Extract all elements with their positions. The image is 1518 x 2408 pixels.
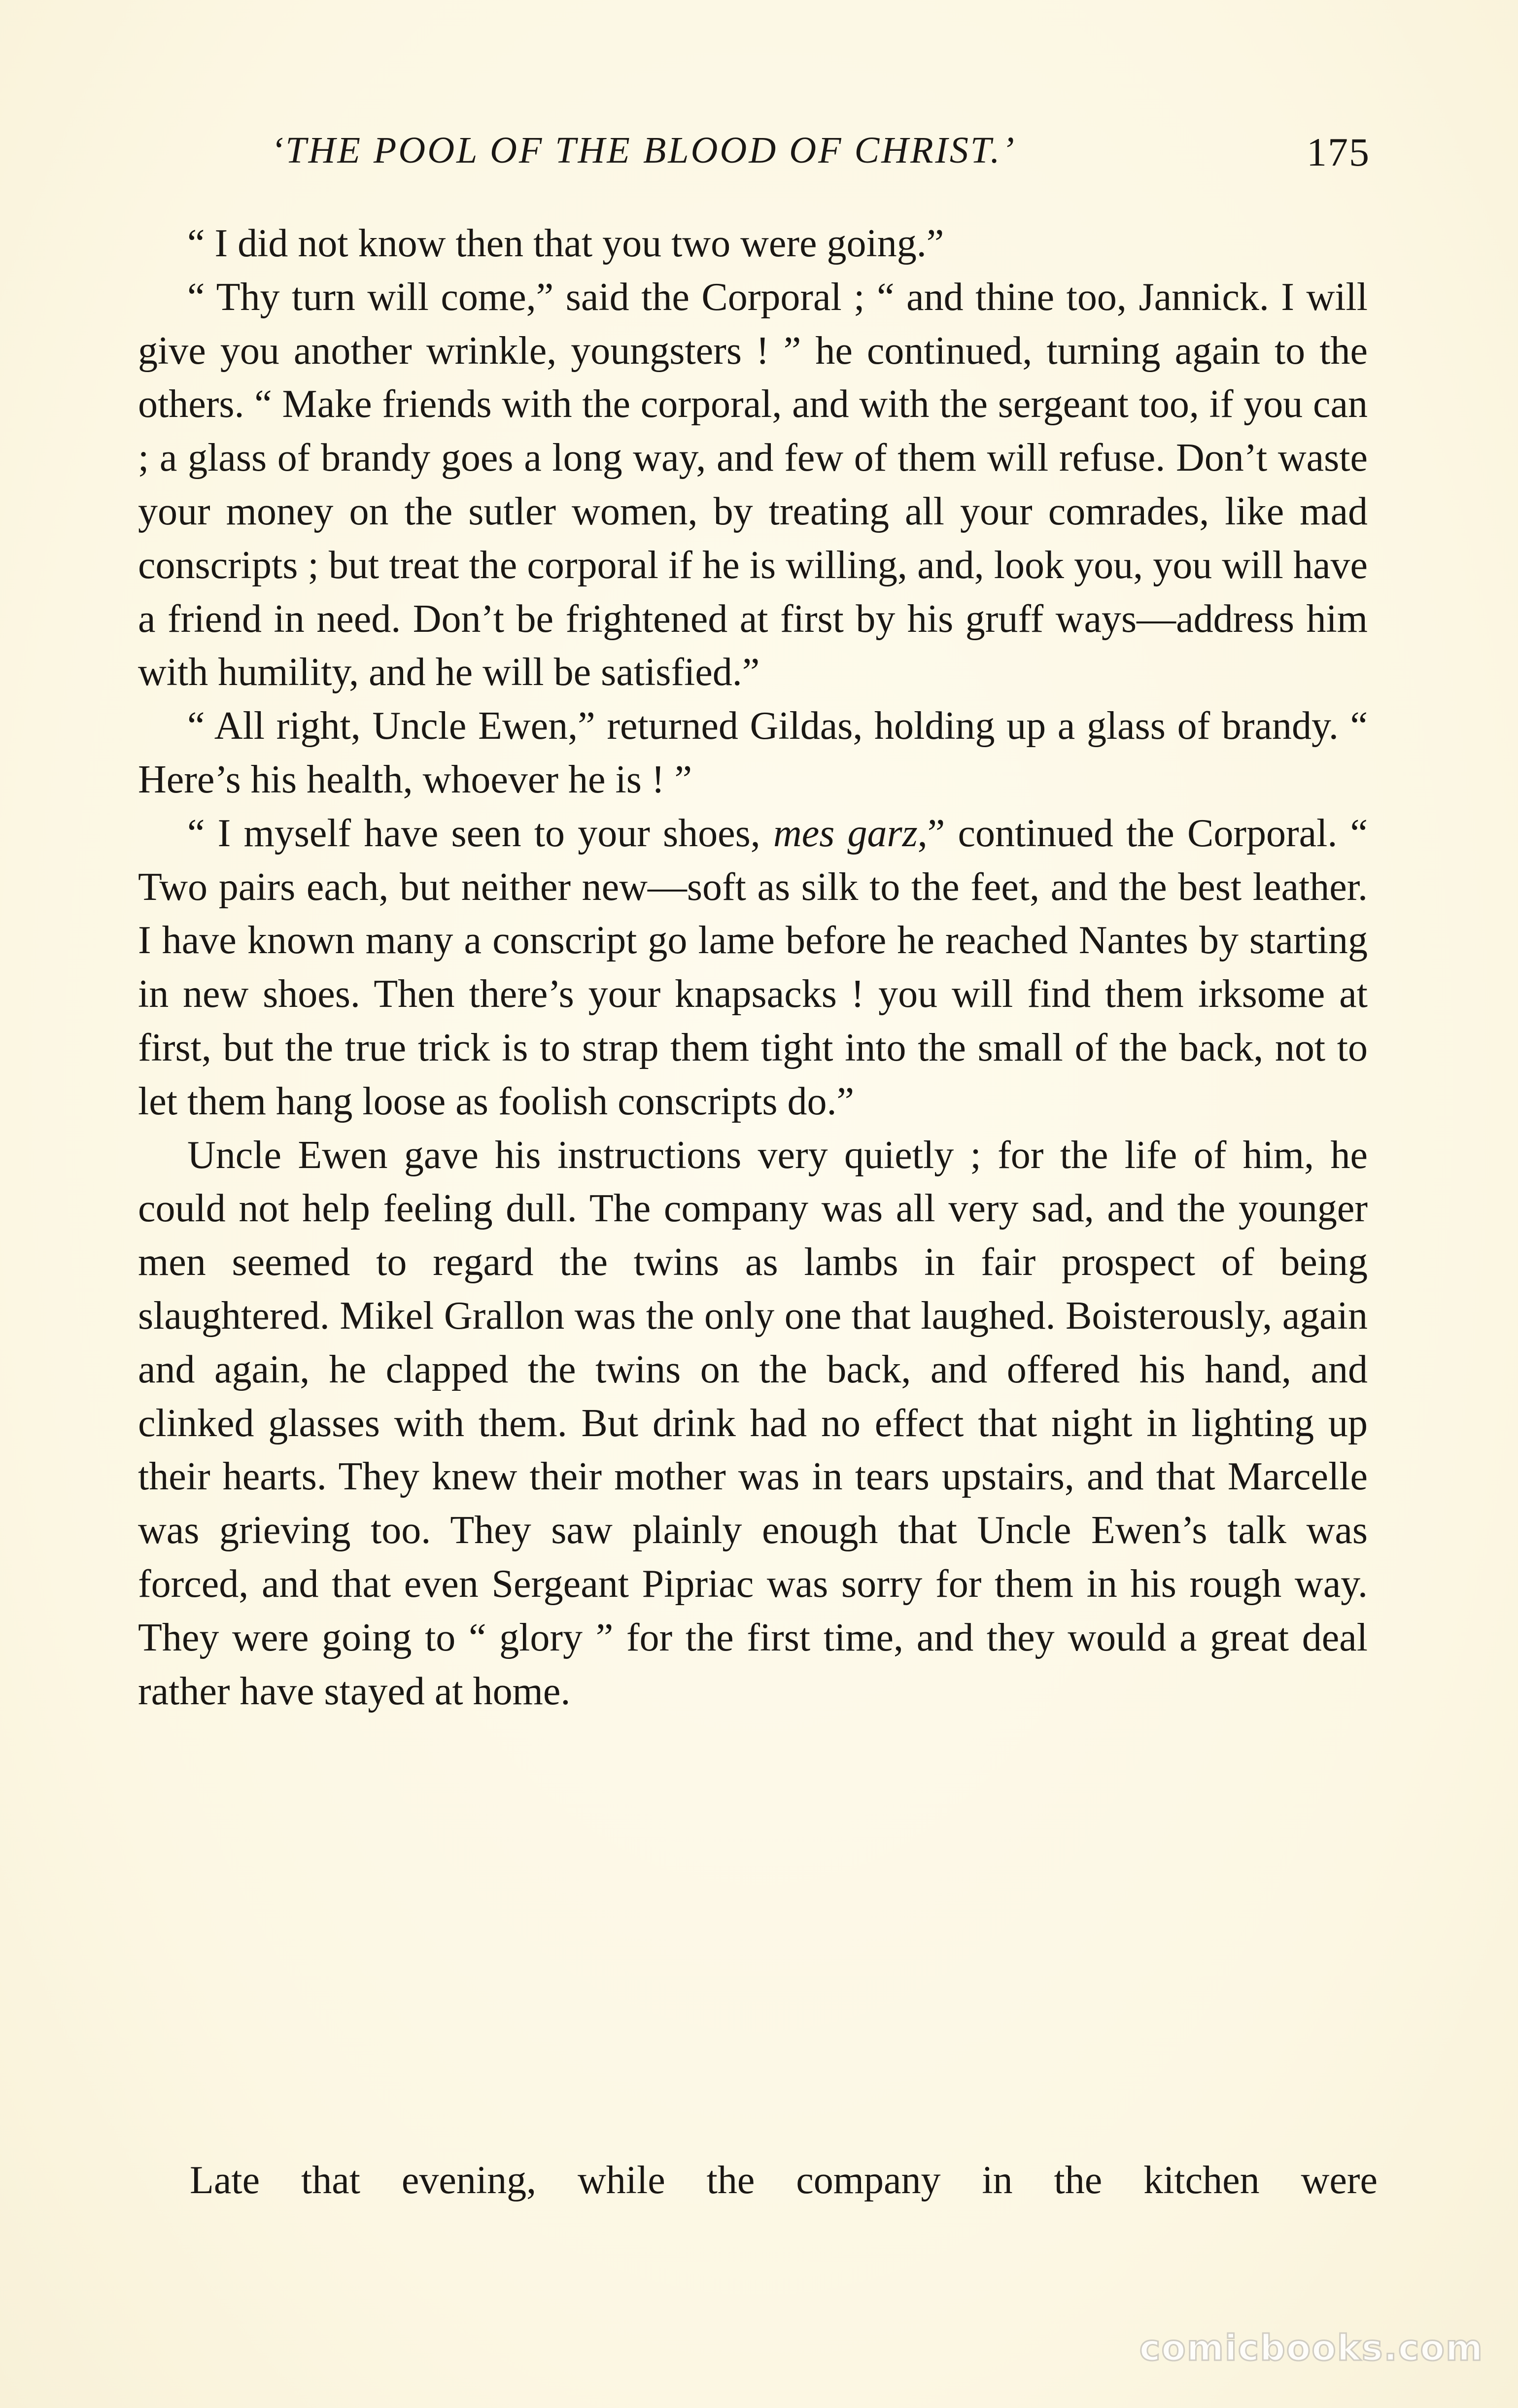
body-text [138, 217, 1368, 1718]
paragraph-1: “ I did not know then that you two were going.” [187, 222, 944, 265]
paragraph-4: “ I myself have seen to your shoes, mes garz,” continued the Corporal. “ Two pairs each, but neither new—soft as silk to the feet, and the best leather. I have known many a conscript go lame before he reached Nantes by starting in new shoes. Then there’s your knapsacks ! you will find them irksome at first, but the true trick is to strap them tight into the small of the back, not to let them hang loose as foolish conscripts do.” [138, 811, 1368, 1123]
section-opening-line: Late that evening, while the company in the kitchen were [190, 2159, 1378, 2202]
running-title: ‘THE POOL OF THE BLOOD OF CHRIST.’ [271, 130, 1016, 171]
paragraph-5: Uncle Ewen gave his instructions very quietly ; for the life of him, he could not help feeling dull. The company was all very sad, and the younger men seemed to regard the twins as lambs in fair prospect of being slaughtered. Mikel Grallon was the only one that laughed. Boisterously, again and again, he clapped the twins on the back, and offered his hand, and clinked glasses with them. But drink had no effect that night in lighting up their hearts. They knew their mother was in tears upstairs, and that Marcelle was grieving too. They saw plainly enough that Uncle Ewen’s talk was forced, and that even Sergeant Pipriac was sorry for them in his rough way. They were going to “ glory ” for the first time, and they would a great deal rather have stayed at home. [138, 1133, 1368, 1713]
paragraph-2: “ Thy turn will come,” said the Corporal ; “ and thine too, Jannick. I will give you another wrinkle, youngsters ! ” he continued, turning again to the others. “ Make friends with the corporal, and with the sergeant too, if you can ; a glass of brandy goes a long way, and few of them will refuse. Don’t waste your money on the sutler women, by treating all your comrades, like mad conscripts ; but treat the corporal if he is willing, and, look you, you will have a friend in need. Don’t be frightened at first by his gruff ways—address him with humility, and he will be satisfied.” [138, 275, 1368, 694]
italic-phrase: mes garz [773, 811, 918, 855]
page-number: 175 [1307, 130, 1370, 174]
watermark-logo: comicbooks.com [1139, 2327, 1484, 2369]
paragraph-3: “ All right, Uncle Ewen,” returned Gildas, holding up a glass of brandy. “ Here’s his health, whoever he is ! ” [138, 704, 1368, 801]
running-head [138, 129, 1370, 183]
